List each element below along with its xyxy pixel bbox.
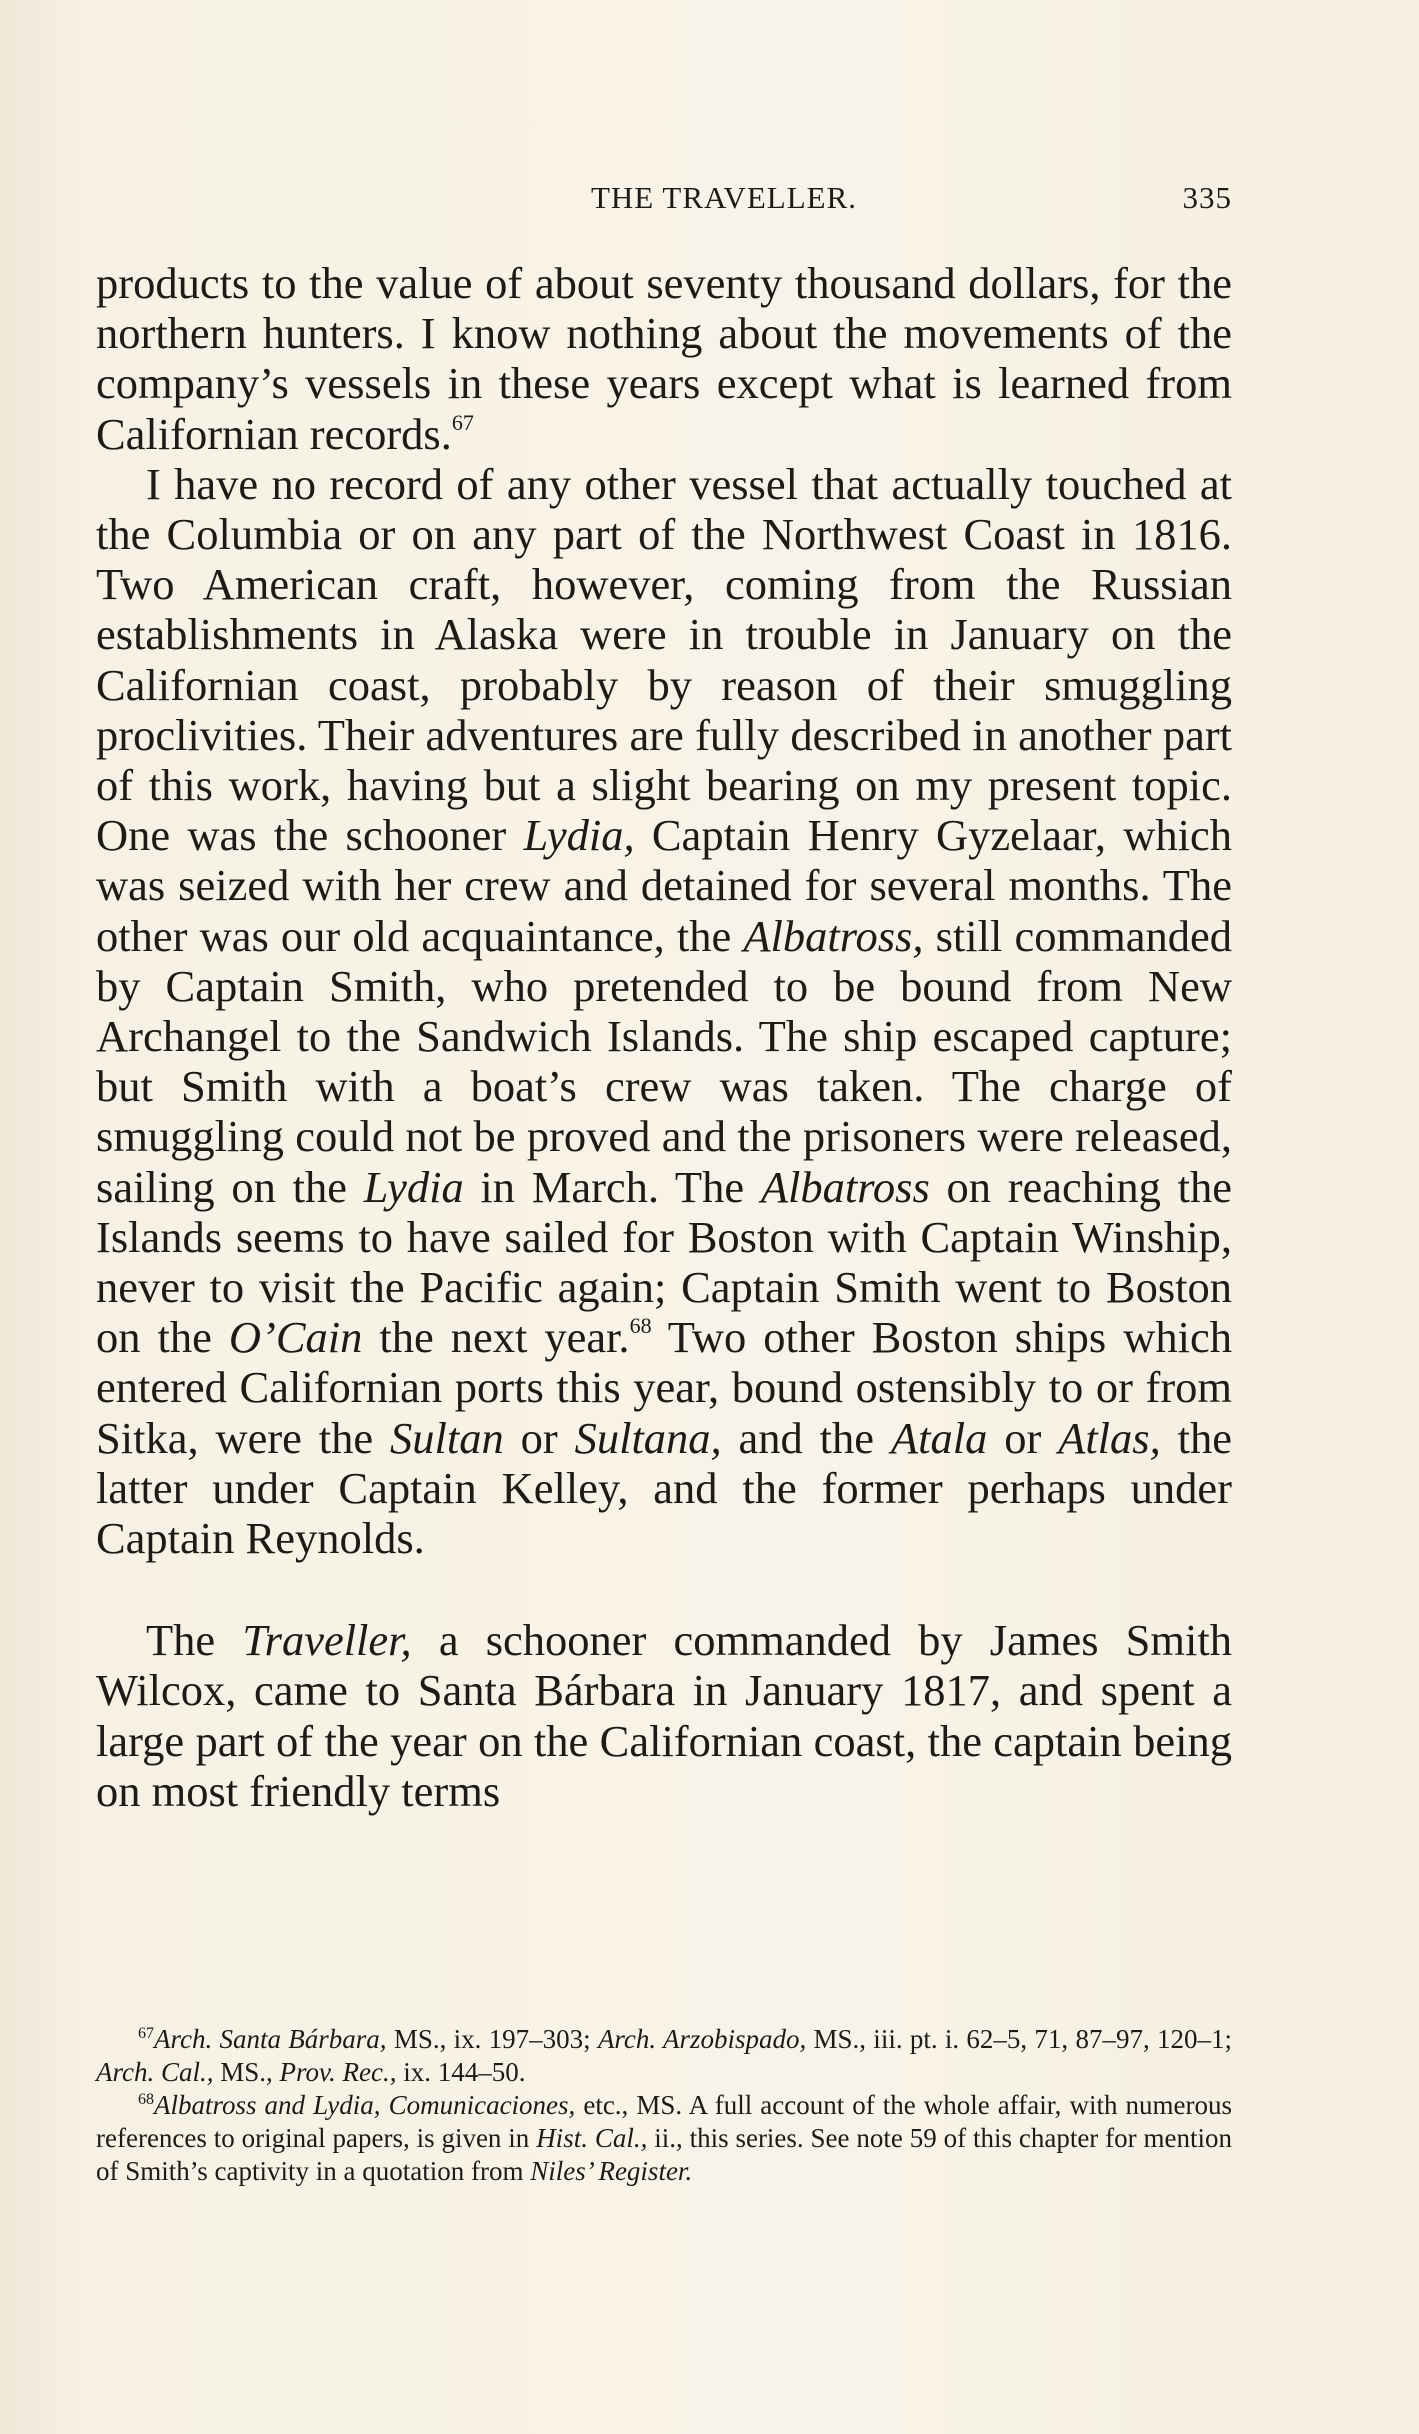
- ship-name: Lydia: [363, 1161, 464, 1212]
- running-head-title: THE TRAVELLER.: [590, 180, 857, 215]
- paragraph-1: products to the value of about seventy thousand dollars, for the northern hunters. I know nothing about the movements of the company’s vessels in these years except what is learned from Californian records.$^{67}$: [96, 258, 1232, 459]
- ship-name: Atala: [890, 1412, 988, 1463]
- ship-name: Traveller,: [242, 1615, 412, 1666]
- paragraph-3: The Traveller, a schooner commanded by James Smith Wilcox, came to Santa Bárbara in January 1817, and spent a large part of the year on the Californian coast, the captain being on most friendly terms: [96, 1615, 1232, 1816]
- ship-name: Lydia,: [523, 810, 635, 861]
- ship-name: Albatross: [760, 1161, 930, 1212]
- footnotes: [96, 2023, 1232, 2188]
- ship-name: Atlas,: [1058, 1412, 1161, 1463]
- ship-name: Sultan: [390, 1412, 504, 1463]
- footnote-number: 68: [138, 2091, 154, 2108]
- page-number: 335: [1182, 180, 1232, 215]
- body-text: [96, 258, 1232, 1816]
- ship-name: Albatross,: [743, 910, 924, 961]
- footnote-ref-68: 68: [629, 1313, 652, 1339]
- ship-name: O’Cain: [228, 1312, 363, 1363]
- paragraph-2: I have no record of any other vessel that actually touched at the Columbia or on any part of the Northwest Coast in 1816. Two American craft, however, coming from the Russian establishments in Alaska were in trouble in January on the Californian coast, probably by reason of their smuggling proclivities. Their adventures are fully described in another part of this work, having but a slight bearing on my present topic. One was the schooner Lydia, Captain Henry Gyzelaar, which was seized with her crew and detained for several months. The other was our old acquaintance, the Albatross, still commanded by Captain Smith, who pretended to be bound from New Archangel to the Sandwich Islands. The ship escaped capture; but Smith with a boat’s crew was taken. The charge of smuggling could not be proved and the prisoners were released, sailing on the Lydia in March. The Albatross on reaching the Islands seems to have sailed for Boston with Captain Winship, never to visit the Pacific again; Captain Smith went to Boston on the O’Cain the next year.$^{68}$ Two other Boston ships which entered Californian ports this year, bound ostensibly to or from Sitka, were the Sultan or Sultana, and the Atala or Atlas, the latter under Captain Kelley, and the former perhaps under Captain Reynolds.: [96, 458, 1232, 1564]
- footnote-67: $^{67}$Arch. Santa Bárbara, MS., ix. 197–303; Arch. Arzobispado, MS., iii. pt. i. 62–5, 71, 87–97, 120–1; Arch. Cal., MS., Prov. Rec., ix. 144–50.: [96, 2024, 1232, 2087]
- running-head: [96, 180, 1232, 224]
- ship-name: Sultana,: [574, 1412, 722, 1463]
- footnote-number: 67: [138, 2025, 154, 2042]
- footnote-ref-67: 67: [451, 409, 474, 435]
- footnote-68: $^{68}$Albatross and Lydia, Comunicaciones, etc., MS. A full account of the whole affair, with numerous references to original papers, is given in Hist. Cal., ii., this series. See note 59 of this chapter for mention of Smith’s captivity in a quotation from Niles’ Register.: [96, 2090, 1233, 2186]
